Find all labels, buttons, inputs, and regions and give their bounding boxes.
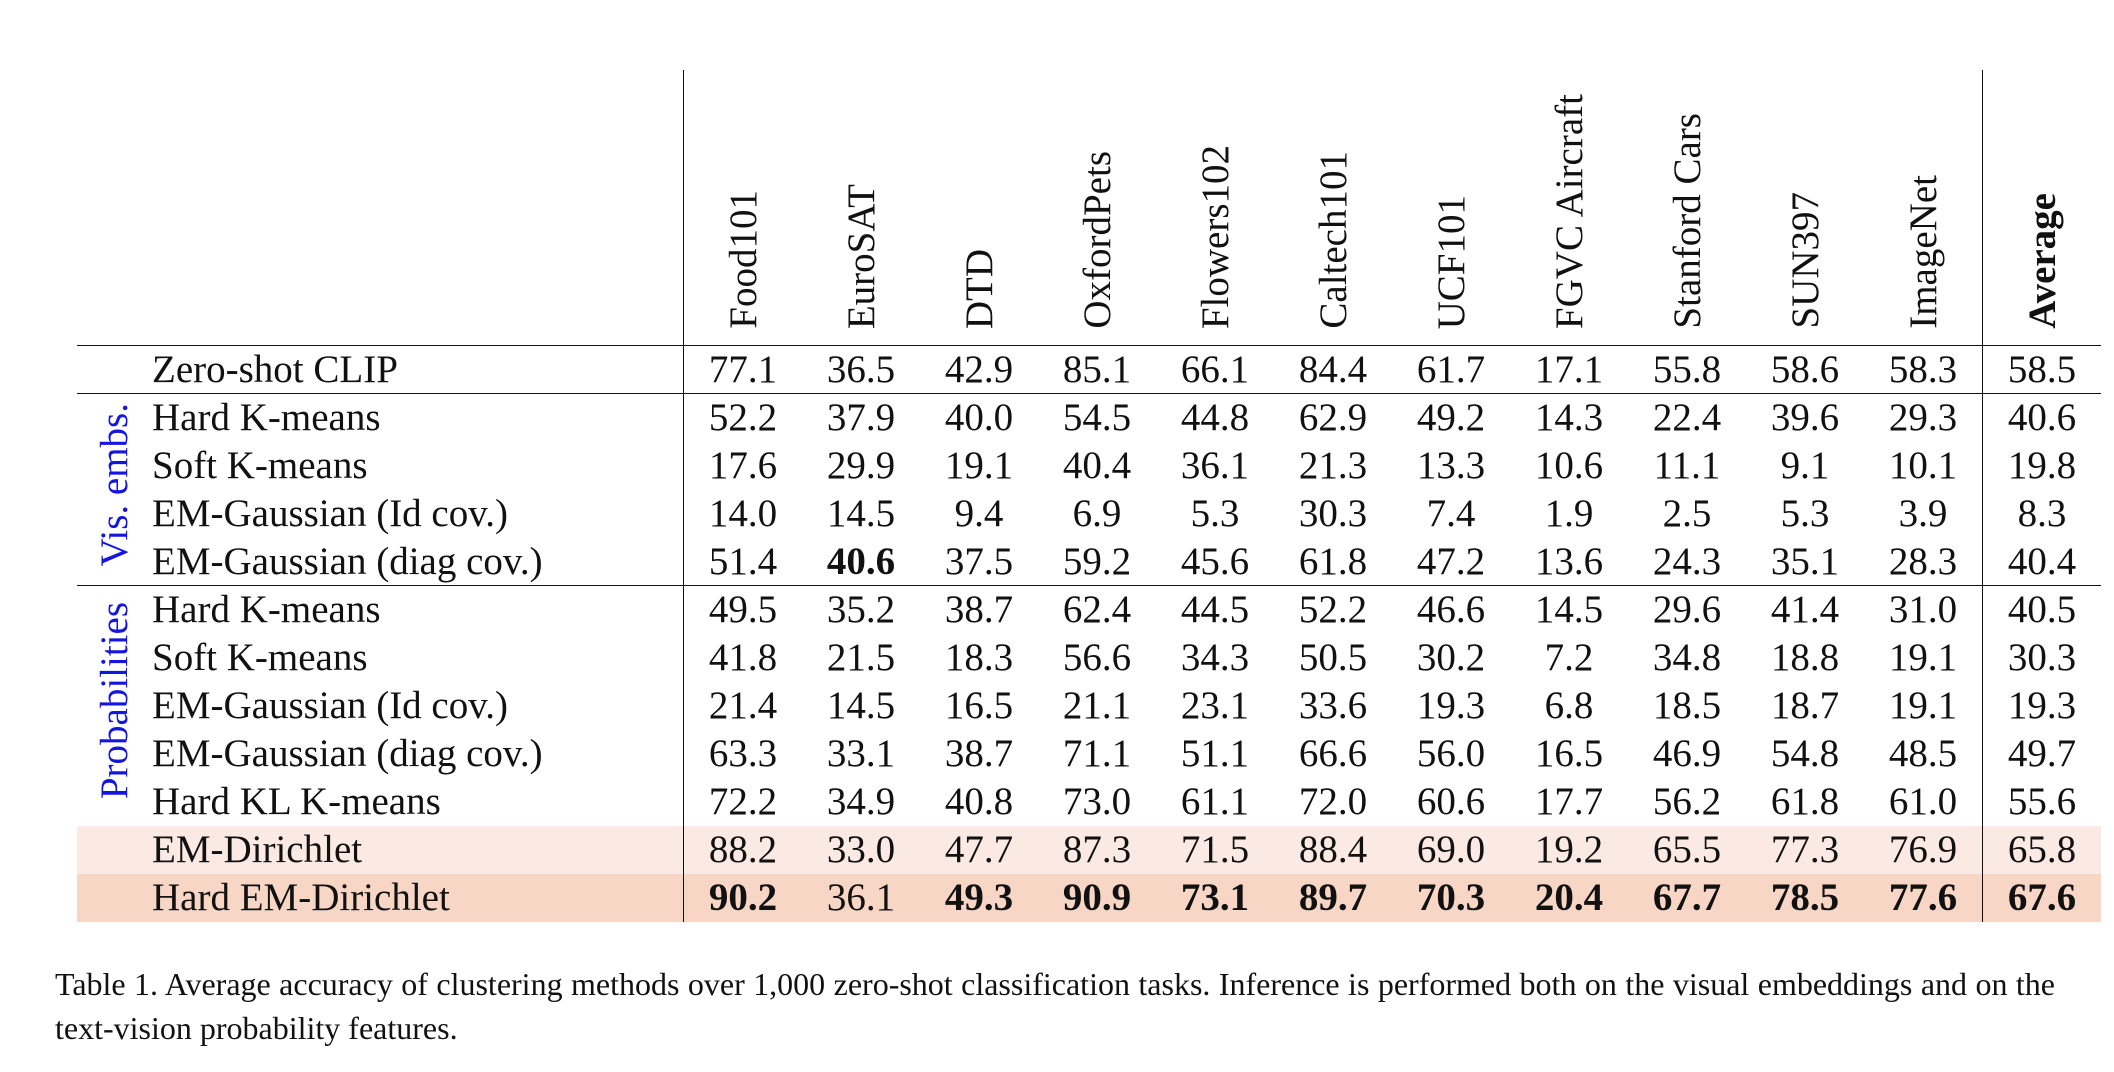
value-cell: 36.1 — [802, 874, 920, 922]
value-cell: 7.2 — [1544, 636, 1594, 679]
value-cell: 30.2 — [1416, 636, 1486, 679]
value-cell: 61.8 — [1770, 780, 1840, 823]
method-name: Soft K-means — [152, 444, 368, 487]
value-cell: 71.1 — [1062, 732, 1132, 775]
method-name: Hard EM-Dirichlet — [152, 874, 684, 922]
value-cell: 21.3 — [1298, 444, 1368, 487]
value-cell: 5.3 — [1780, 492, 1830, 535]
value-cell: 13.3 — [1416, 444, 1486, 487]
value-cell: 70.3 — [1392, 874, 1510, 922]
value-cell: 52.2 — [1274, 586, 1392, 634]
value-cell: 56.6 — [1062, 636, 1132, 679]
value-cell: 84.4 — [1274, 346, 1392, 394]
table-row — [77, 826, 2101, 874]
value-cell: 63.3 — [684, 730, 803, 778]
table-row — [77, 538, 2101, 586]
value-cell: 58.3 — [1864, 346, 1983, 394]
table-row — [77, 778, 2101, 826]
group-label-cell — [77, 586, 152, 826]
value-cell: 19.1 — [1888, 636, 1958, 679]
value-cell: 47.2 — [1416, 539, 1486, 583]
value-cell: 19.2 — [1510, 826, 1628, 874]
value-cell: 30.3 — [1298, 492, 1368, 535]
value-cell: 16.5 — [944, 684, 1014, 727]
value-cell: 49.3 — [920, 874, 1038, 922]
value-cell: 61.1 — [1180, 780, 1250, 823]
value-cell: 58.6 — [1746, 346, 1864, 394]
value-cell: 61.0 — [1888, 780, 1958, 823]
value-cell: 48.5 — [1888, 732, 1958, 775]
method-name: EM-Gaussian (diag cov.) — [152, 732, 543, 775]
table-body — [77, 346, 2101, 922]
value-cell: 29.9 — [826, 444, 896, 487]
col-header-flowers102: Flowers102 — [1193, 144, 1237, 329]
value-cell: 29.3 — [1864, 394, 1983, 442]
value-cell: 51.4 — [684, 538, 803, 586]
col-header-caltech101: Caltech101 — [1311, 151, 1355, 329]
value-cell: 34.9 — [826, 780, 896, 823]
group-label-cell — [77, 394, 152, 586]
value-cell: 47.7 — [920, 826, 1038, 874]
value-cell: 54.8 — [1770, 732, 1840, 775]
value-cell: 85.1 — [1038, 346, 1156, 394]
value-cell: 61.7 — [1392, 346, 1510, 394]
value-cell: 41.4 — [1746, 586, 1864, 634]
col-header-average: Average — [1983, 70, 2102, 346]
value-cell: 50.5 — [1298, 636, 1368, 679]
value-cell: 29.6 — [1628, 586, 1746, 634]
value-cell: 3.9 — [1898, 492, 1948, 535]
col-header-ucf101: UCF101 — [1429, 194, 1473, 329]
value-cell: 66.1 — [1156, 346, 1274, 394]
average-cell: 49.7 — [1983, 730, 2102, 778]
table-row — [77, 634, 2101, 682]
value-cell: 90.2 — [684, 874, 803, 922]
table-row — [77, 682, 2101, 730]
value-cell: 40.4 — [1062, 444, 1132, 487]
col-header-dtd: DTD — [957, 248, 1001, 329]
value-cell: 44.5 — [1156, 586, 1274, 634]
group-label-cell — [77, 346, 152, 394]
average-cell: 40.4 — [1983, 538, 2102, 586]
value-cell: 14.3 — [1510, 394, 1628, 442]
value-cell: 72.0 — [1298, 780, 1368, 823]
value-cell: 19.1 — [1888, 684, 1958, 727]
value-cell: 59.2 — [1062, 539, 1132, 583]
value-cell: 88.2 — [684, 826, 803, 874]
value-cell: 62.9 — [1274, 394, 1392, 442]
value-cell: 56.0 — [1416, 732, 1486, 775]
value-cell: 49.5 — [684, 586, 803, 634]
table-row — [77, 442, 2101, 490]
value-cell: 20.4 — [1510, 874, 1628, 922]
col-header-food101: Food101 — [684, 70, 803, 346]
value-cell: 10.6 — [1534, 444, 1604, 487]
value-cell: 21.4 — [684, 682, 803, 730]
average-cell: 19.8 — [1983, 442, 2102, 490]
value-cell: 7.4 — [1426, 492, 1476, 535]
value-cell: 16.5 — [1534, 732, 1604, 775]
group-label-cell — [77, 874, 152, 922]
value-cell: 9.1 — [1780, 444, 1830, 487]
method-name: EM-Gaussian (Id cov.) — [152, 684, 508, 727]
method-name: Hard K-means — [152, 586, 684, 634]
col-header-fgvc-aircraft: FGVC Aircraft — [1547, 93, 1591, 329]
header-row — [77, 70, 2101, 346]
table-caption: Table 1. Average accuracy of clustering methods over 1,000 zero-shot classification tasks. Inference is performed both on the visual embeddings and on the text-vision probability features. — [55, 966, 2055, 1046]
table-row — [77, 346, 2101, 394]
value-cell: 23.1 — [1180, 684, 1250, 727]
value-cell: 65.5 — [1628, 826, 1746, 874]
value-cell: 18.5 — [1652, 684, 1722, 727]
value-cell: 38.7 — [920, 586, 1038, 634]
value-cell: 34.8 — [1652, 636, 1722, 679]
value-cell: 21.1 — [1062, 684, 1132, 727]
value-cell: 21.5 — [826, 636, 896, 679]
table-row — [77, 586, 2101, 634]
value-cell: 69.0 — [1392, 826, 1510, 874]
value-cell: 41.8 — [684, 634, 803, 682]
value-cell: 22.4 — [1628, 394, 1746, 442]
value-cell: 49.2 — [1392, 394, 1510, 442]
value-cell: 73.1 — [1156, 874, 1274, 922]
average-cell: 65.8 — [1983, 826, 2102, 874]
group-label-cell — [77, 826, 152, 874]
value-cell: 5.3 — [1190, 492, 1240, 535]
method-name: Hard KL K-means — [152, 780, 441, 823]
value-cell: 77.6 — [1864, 874, 1983, 922]
method-name: Hard K-means — [152, 394, 684, 442]
value-cell: 44.8 — [1156, 394, 1274, 442]
value-cell: 13.6 — [1534, 539, 1604, 583]
value-cell: 19.1 — [944, 444, 1014, 487]
value-cell: 18.8 — [1770, 636, 1840, 679]
value-cell: 14.5 — [826, 684, 896, 727]
value-cell: 51.1 — [1180, 732, 1250, 775]
table-row — [77, 730, 2101, 778]
value-cell: 40.8 — [944, 780, 1014, 823]
value-cell: 33.6 — [1298, 684, 1368, 727]
average-cell: 8.3 — [1983, 490, 2102, 538]
value-cell: 55.8 — [1628, 346, 1746, 394]
value-cell: 37.5 — [944, 539, 1014, 583]
value-cell: 28.3 — [1888, 539, 1958, 583]
col-header-imagenet: ImageNet — [1901, 175, 1945, 329]
value-cell: 1.9 — [1544, 492, 1594, 535]
value-cell: 2.5 — [1662, 492, 1712, 535]
col-header-oxfordpets: OxfordPets — [1075, 151, 1119, 329]
value-cell: 45.6 — [1180, 539, 1250, 583]
average-cell: 67.6 — [1983, 874, 2102, 922]
value-cell: 87.3 — [1038, 826, 1156, 874]
average-cell: 40.5 — [1983, 586, 2102, 634]
table-row — [77, 874, 2101, 922]
value-cell: 89.7 — [1274, 874, 1392, 922]
value-cell: 40.6 — [826, 539, 896, 583]
value-cell: 18.3 — [944, 636, 1014, 679]
value-cell: 33.0 — [802, 826, 920, 874]
value-cell: 17.6 — [684, 442, 803, 490]
group-label: Vis. embs. — [93, 402, 136, 567]
col-header-sun397: SUN397 — [1783, 192, 1827, 329]
average-cell: 40.6 — [1983, 394, 2102, 442]
value-cell: 42.9 — [920, 346, 1038, 394]
value-cell: 14.0 — [684, 490, 803, 538]
value-cell: 56.2 — [1652, 780, 1722, 823]
value-cell: 71.5 — [1156, 826, 1274, 874]
value-cell: 40.0 — [920, 394, 1038, 442]
value-cell: 37.9 — [802, 394, 920, 442]
value-cell: 88.4 — [1274, 826, 1392, 874]
col-header-stanford-cars: Stanford Cars — [1665, 113, 1709, 329]
value-cell: 19.3 — [1416, 684, 1486, 727]
value-cell: 60.6 — [1416, 780, 1486, 823]
method-name: Zero-shot CLIP — [152, 346, 684, 394]
table-row — [77, 394, 2101, 442]
value-cell: 31.0 — [1864, 586, 1983, 634]
method-name: Soft K-means — [152, 636, 368, 679]
average-cell: 19.3 — [1983, 682, 2102, 730]
value-cell: 77.1 — [684, 346, 803, 394]
value-cell: 54.5 — [1038, 394, 1156, 442]
value-cell: 17.1 — [1510, 346, 1628, 394]
value-cell: 11.1 — [1653, 444, 1721, 487]
value-cell: 35.2 — [802, 586, 920, 634]
value-cell: 62.4 — [1038, 586, 1156, 634]
value-cell: 6.9 — [1072, 492, 1122, 535]
average-cell: 55.6 — [1983, 778, 2102, 826]
value-cell: 14.5 — [826, 492, 896, 535]
value-cell: 66.6 — [1298, 732, 1368, 775]
value-cell: 18.7 — [1770, 684, 1840, 727]
col-header-eurosat: EuroSAT — [839, 183, 883, 329]
value-cell: 6.8 — [1544, 684, 1594, 727]
value-cell: 39.6 — [1746, 394, 1864, 442]
value-cell: 52.2 — [684, 394, 803, 442]
value-cell: 17.7 — [1534, 780, 1604, 823]
average-cell: 58.5 — [1983, 346, 2102, 394]
value-cell: 46.6 — [1392, 586, 1510, 634]
table-row — [77, 490, 2101, 538]
value-cell: 33.1 — [826, 732, 896, 775]
method-name: EM-Gaussian (diag cov.) — [152, 539, 543, 583]
value-cell: 67.7 — [1628, 874, 1746, 922]
value-cell: 76.9 — [1864, 826, 1983, 874]
method-name: EM-Dirichlet — [152, 826, 684, 874]
value-cell: 73.0 — [1062, 780, 1132, 823]
value-cell: 10.1 — [1888, 444, 1958, 487]
value-cell: 72.2 — [684, 778, 803, 826]
method-name: EM-Gaussian (Id cov.) — [152, 492, 508, 535]
value-cell: 14.5 — [1510, 586, 1628, 634]
value-cell: 38.7 — [944, 732, 1014, 775]
value-cell: 36.1 — [1180, 444, 1250, 487]
value-cell: 34.3 — [1180, 636, 1250, 679]
value-cell: 90.9 — [1038, 874, 1156, 922]
value-cell: 77.3 — [1746, 826, 1864, 874]
value-cell: 78.5 — [1746, 874, 1864, 922]
value-cell: 9.4 — [954, 492, 1004, 535]
group-label: Probabilities — [93, 602, 136, 800]
value-cell: 24.3 — [1652, 539, 1722, 583]
value-cell: 36.5 — [802, 346, 920, 394]
value-cell: 35.1 — [1770, 539, 1840, 583]
average-cell: 30.3 — [1983, 634, 2102, 682]
value-cell: 61.8 — [1298, 539, 1368, 583]
results-table — [77, 70, 2101, 922]
value-cell: 46.9 — [1652, 732, 1722, 775]
